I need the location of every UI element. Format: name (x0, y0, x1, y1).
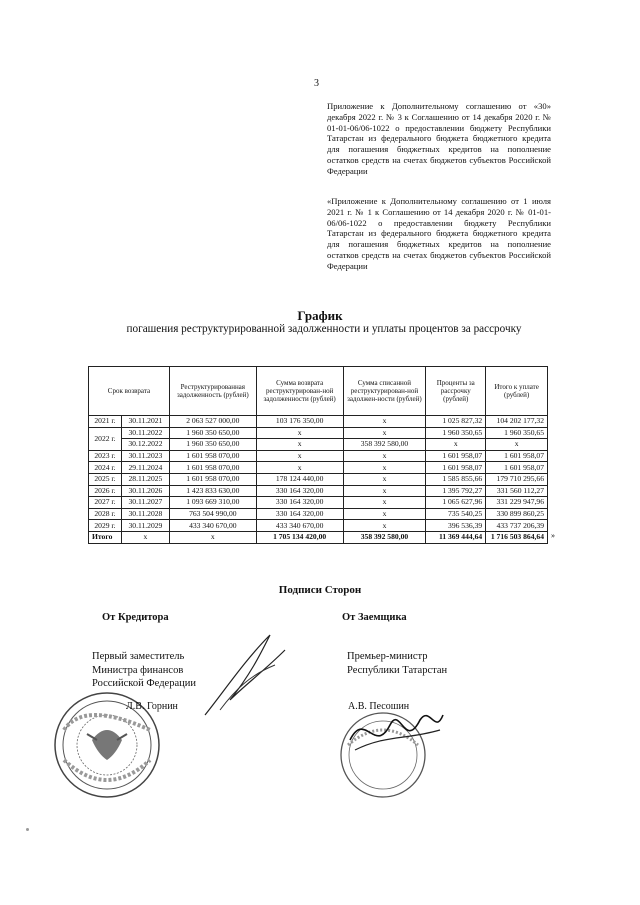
cell-repay: 330 164 320,00 (256, 485, 343, 497)
cell-year: 2029 г. (89, 520, 122, 532)
cell-repay: 330 164 320,00 (256, 497, 343, 509)
cell-repay: 178 124 440,00 (256, 473, 343, 485)
cell-debt: 1 601 958 070,00 (169, 473, 256, 485)
cell-debt: 763 504 990,00 (169, 508, 256, 520)
cell-written-off: x (343, 427, 426, 439)
cell-total: x (486, 439, 548, 451)
cell-year: 2025 г. (89, 473, 122, 485)
table-row (89, 520, 548, 532)
position-line: Российской Федерации (92, 678, 196, 689)
cell-interest: 1 395 792,27 (426, 485, 486, 497)
cell-interest: 1 025 827,32 (426, 416, 486, 428)
borrower-position (347, 650, 447, 677)
cell-debt: 1 960 350 650,00 (169, 439, 256, 451)
position-line: Премьер-министр (347, 651, 428, 662)
cell-repay: x (256, 462, 343, 474)
column-header: Срок возврата (89, 367, 170, 416)
cell-total-label: Итого (89, 531, 122, 543)
cell-total: 1 601 958,07 (486, 450, 548, 462)
cell-written-off: x (343, 416, 426, 428)
position-line: Республики Татарстан (347, 664, 448, 676)
cell-interest: 11 369 444,64 (426, 531, 486, 543)
document-subtitle: погашения реструктурированной задолженности и уплаты процентов за рассрочку (126, 323, 522, 335)
cell-written-off: x (343, 520, 426, 532)
cell-interest: 1 601 958,07 (426, 450, 486, 462)
cell-interest: 396 536,39 (426, 520, 486, 532)
cell-year: 2022 г. (89, 427, 122, 450)
borrower-label: От Заемщика (342, 612, 407, 623)
cell-date: 29.11.2024 (121, 462, 169, 474)
cell-repay: x (256, 450, 343, 462)
cell-debt: 1 960 350 650,00 (169, 427, 256, 439)
cell-debt: 2 063 527 000,00 (169, 416, 256, 428)
cell-interest: 1 065 627,96 (426, 497, 486, 509)
cell-repay: 330 164 320,00 (256, 508, 343, 520)
cell-written-off: x (343, 508, 426, 520)
cell-year: 2021 г. (89, 416, 122, 428)
cell-debt: 1 601 958 070,00 (169, 450, 256, 462)
position-line: Первый заместитель (92, 651, 185, 662)
table-row (89, 497, 548, 509)
cell-interest: 1 960 350,65 (426, 427, 486, 439)
creditor-signature-image (200, 630, 290, 720)
cell-total: 330 899 860,25 (486, 508, 548, 520)
cell-repay: 1 705 134 420,00 (256, 531, 343, 543)
cell-total: 104 202 177,32 (486, 416, 548, 428)
cell-total: 1 716 503 864,64 (486, 531, 548, 543)
cell-total: 1 601 958,07 (486, 462, 548, 474)
cell-repay: x (256, 427, 343, 439)
cell-debt: 1 423 833 630,00 (169, 485, 256, 497)
cell-date: 30.11.2028 (121, 508, 169, 520)
column-header: Сумма возврата реструктурирован-ной задолженности (рублей) (256, 367, 343, 416)
cell-total: 1 960 350,65 (486, 427, 548, 439)
annex-previous-header: «Приложение к Дополнительному соглашению от 1 июля 2021 г. № 1 к Соглашению от 14 декабря 2020 г. № 01-01-06/06-1022 о предоставлении бюджету Республики Татарстан из федерального бюджета бюджетного кредита для погашения бюджетных кредитов на пополнение остатков средств на счетах бюджетов субъектов Российской Федерации (327, 196, 551, 271)
cell-year: 2028 г. (89, 508, 122, 520)
cell-written-off: 358 392 580,00 (343, 439, 426, 451)
cell-year: 2026 г. (89, 485, 122, 497)
cell-date: 30.12.2022 (121, 439, 169, 451)
table-row (89, 439, 548, 451)
cell-total: 331 229 947,96 (486, 497, 548, 509)
cell-interest: x (426, 439, 486, 451)
annex-header: Приложение к Дополнительному соглашению от «30» декабря 2022 г. № 3 к Соглашению от 14 декабря 2020 г. № 01-01-06/06-1022 о предоставлении бюджету Республики Татарстан из федерального бюджета бюджетного кредита для погашения бюджетных кредитов на пополнение остатков средств на счетах бюджетов субъектов Российской Федерации (327, 101, 551, 176)
cell-year: 2024 г. (89, 462, 122, 474)
creditor-signatory-name: Л.В. Горнин (126, 701, 178, 712)
table-row (89, 462, 548, 474)
cell-date: 30.11.2022 (121, 427, 169, 439)
table-row (89, 485, 548, 497)
cell-date: 30.11.2021 (121, 416, 169, 428)
column-header: Итого к уплате (рублей) (486, 367, 548, 416)
cell-written-off: x (343, 450, 426, 462)
cell-debt: 1 601 958 070,00 (169, 462, 256, 474)
cell-date: 30.11.2029 (121, 520, 169, 532)
repayment-schedule-table (88, 366, 548, 544)
document-title: График (297, 308, 343, 323)
column-header: Сумма списанной реструктурирован-ной задолжен-ности (рублей) (343, 367, 426, 416)
cell-date: 28.11.2025 (121, 473, 169, 485)
cell-written-off: x (343, 462, 426, 474)
table-row (89, 416, 548, 428)
closing-quote: » (551, 531, 555, 540)
cell-repay: 103 176 350,00 (256, 416, 343, 428)
position-line: Министра финансов (92, 664, 184, 676)
cell-date: 30.11.2023 (121, 450, 169, 462)
cell-debt: 433 340 670,00 (169, 520, 256, 532)
column-header: Реструктурированная задолженность (рублей) (169, 367, 256, 416)
cell-written-off: x (343, 497, 426, 509)
cell-written-off: x (343, 485, 426, 497)
cell-repay: x (256, 439, 343, 451)
creditor-label: От Кредитора (102, 612, 169, 623)
cell-year: 2027 г. (89, 497, 122, 509)
table-header-row (89, 367, 548, 416)
page-number: 3 (314, 78, 319, 89)
table-row (89, 473, 548, 485)
cell-debt: x (169, 531, 256, 543)
cell-total: 433 737 206,39 (486, 520, 548, 532)
cell-interest: 735 540,25 (426, 508, 486, 520)
cell-total: 331 560 112,27 (486, 485, 548, 497)
cell-repay: 433 340 670,00 (256, 520, 343, 532)
table-row (89, 427, 548, 439)
cell-written-off: x (343, 473, 426, 485)
cell-date: x (121, 531, 169, 543)
cell-total: 179 710 295,66 (486, 473, 548, 485)
table-row (89, 450, 548, 462)
creditor-position (92, 650, 196, 691)
cell-date: 30.11.2026 (121, 485, 169, 497)
cell-interest: 1 585 855,66 (426, 473, 486, 485)
cell-year: 2023 г. (89, 450, 122, 462)
borrower-signatory-name: А.В. Песошин (348, 701, 410, 712)
column-header: Проценты за рассрочку (рублей) (426, 367, 486, 416)
signatures-title: Подписи Сторон (278, 584, 362, 596)
cell-date: 30.11.2027 (121, 497, 169, 509)
cell-written-off: 358 392 580,00 (343, 531, 426, 543)
table-row (89, 508, 548, 520)
cell-interest: 1 601 958,07 (426, 462, 486, 474)
cell-debt: 1 093 669 310,00 (169, 497, 256, 509)
table-total-row (89, 531, 548, 543)
scan-speck (26, 828, 29, 831)
